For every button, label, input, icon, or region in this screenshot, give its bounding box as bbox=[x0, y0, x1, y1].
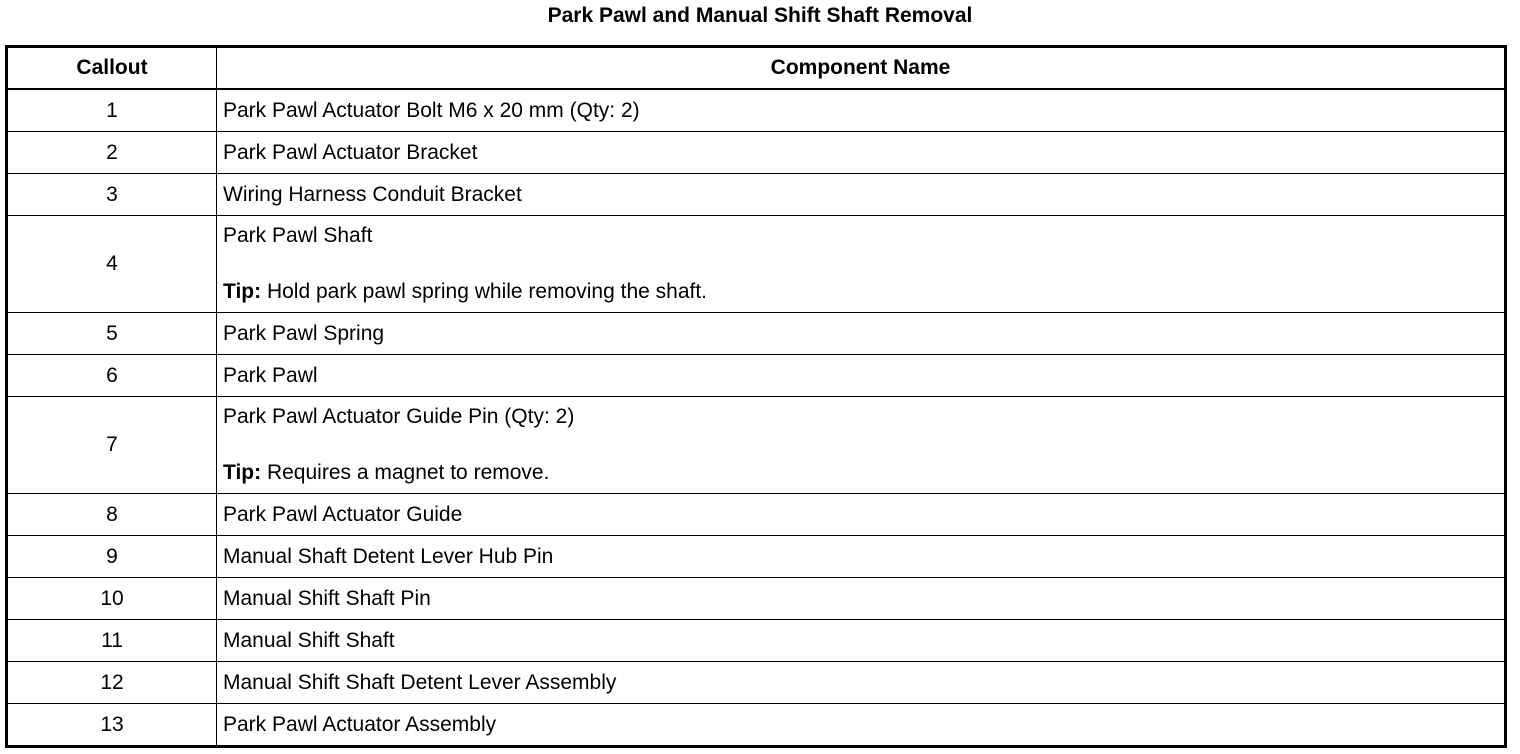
callout-cell: 3 bbox=[7, 174, 217, 216]
tip-label: Tip: bbox=[223, 280, 262, 303]
callout-cell: 4 bbox=[7, 216, 217, 313]
component-name-cell: Park Pawl Actuator Guide bbox=[217, 494, 1506, 536]
component-name-cell: Park Pawl Actuator Bracket bbox=[217, 132, 1506, 174]
component-name-cell: Manual Shift Shaft Pin bbox=[217, 578, 1506, 620]
component-name-text: Park Pawl Shaft bbox=[223, 224, 373, 247]
component-name-cell: Manual Shift Shaft bbox=[217, 620, 1506, 662]
table-row bbox=[7, 578, 1506, 620]
component-name-cell: Wiring Harness Conduit Bracket bbox=[217, 174, 1506, 216]
callout-cell: 13 bbox=[7, 704, 217, 747]
table-row bbox=[7, 174, 1506, 216]
table-row bbox=[7, 355, 1506, 397]
table-header-row bbox=[7, 47, 1506, 90]
callout-cell: 9 bbox=[7, 536, 217, 578]
component-name-cell: Manual Shaft Detent Lever Hub Pin bbox=[217, 536, 1506, 578]
callout-cell: 1 bbox=[7, 89, 217, 132]
callout-cell: 8 bbox=[7, 494, 217, 536]
table-row bbox=[7, 89, 1506, 132]
callout-column-header: Callout bbox=[7, 47, 217, 90]
table-row bbox=[7, 494, 1506, 536]
callout-cell: 7 bbox=[7, 397, 217, 494]
tip-label: Tip: bbox=[223, 461, 262, 484]
callout-cell: 12 bbox=[7, 662, 217, 704]
callout-cell: 6 bbox=[7, 355, 217, 397]
callout-cell: 11 bbox=[7, 620, 217, 662]
callout-cell: 5 bbox=[7, 313, 217, 355]
component-name-cell: Park Pawl Actuator Assembly bbox=[217, 704, 1506, 747]
tip-note bbox=[223, 279, 1498, 305]
tip-text: Hold park pawl spring while removing the shaft. bbox=[266, 280, 707, 303]
table-row bbox=[7, 662, 1506, 704]
component-name-cell: Park Pawl Spring bbox=[217, 313, 1506, 355]
table-row bbox=[7, 216, 1506, 313]
component-name-cell: Manual Shift Shaft Detent Lever Assembly bbox=[217, 662, 1506, 704]
component-table bbox=[5, 45, 1507, 748]
tip-note bbox=[223, 460, 1498, 486]
tip-text: Requires a magnet to remove. bbox=[266, 461, 550, 484]
component-name-cell bbox=[217, 216, 1506, 313]
component-name-cell: Park Pawl Actuator Bolt M6 x 20 mm (Qty: 2) bbox=[217, 89, 1506, 132]
callout-cell: 10 bbox=[7, 578, 217, 620]
document-title: Park Pawl and Manual Shift Shaft Removal bbox=[547, 4, 973, 27]
component-name-cell bbox=[217, 397, 1506, 494]
table-row bbox=[7, 132, 1506, 174]
table-row bbox=[7, 620, 1506, 662]
component-name-cell: Park Pawl bbox=[217, 355, 1506, 397]
callout-cell: 2 bbox=[7, 132, 217, 174]
table-row bbox=[7, 704, 1506, 747]
component-name-column-header: Component Name bbox=[217, 47, 1506, 90]
table-row bbox=[7, 313, 1506, 355]
table-row bbox=[7, 536, 1506, 578]
component-name-text: Park Pawl Actuator Guide Pin (Qty: 2) bbox=[223, 405, 575, 428]
table-row bbox=[7, 397, 1506, 494]
